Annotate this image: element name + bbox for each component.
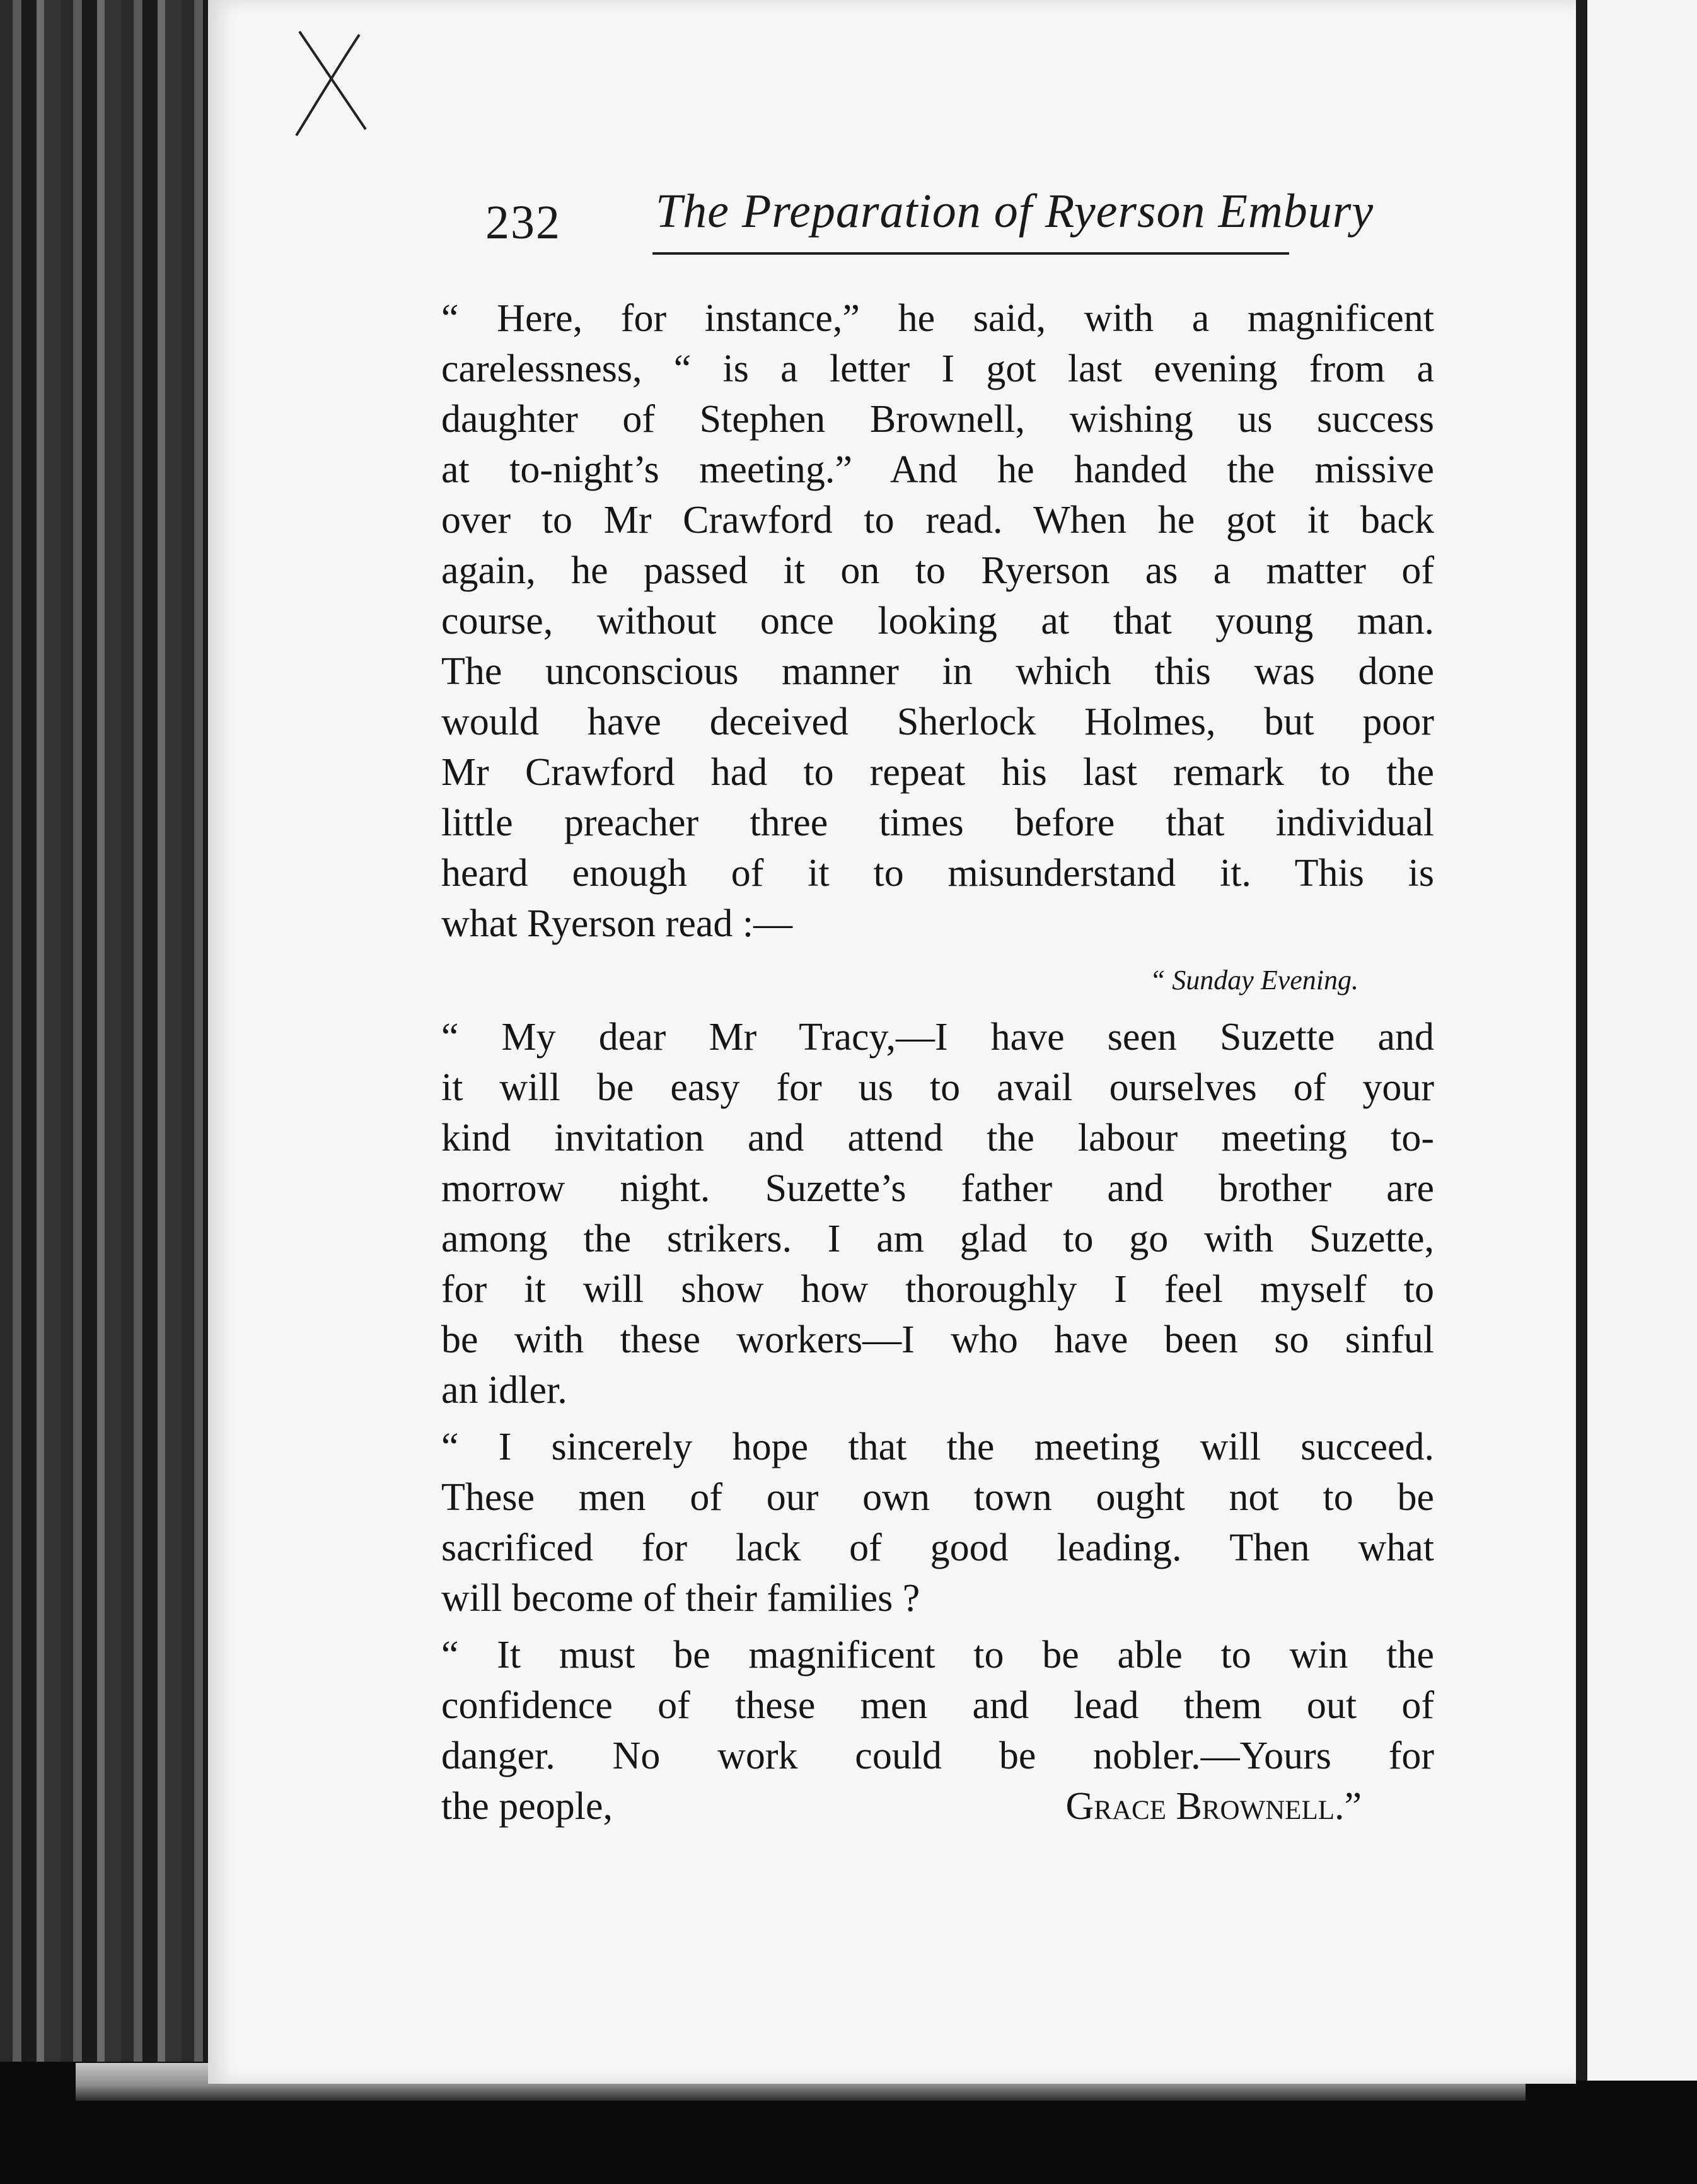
text-line: over to Mr Crawford to read. When he got it back <box>441 499 1434 542</box>
text-line: little preacher three times before that individual <box>441 801 1434 844</box>
text-line: will become of their families ? <box>441 1577 920 1620</box>
facing-page-edge <box>1576 0 1697 2081</box>
narrative-paragraph <box>441 293 1434 949</box>
text-line: again, he passed it on to Ryerson as a matter of <box>441 549 1434 592</box>
text-line: be with these workers—I who have been so sinful <box>441 1318 1434 1361</box>
text-line: among the strikers. I am glad to go with Suzette, <box>441 1217 1434 1260</box>
text-line: carelessness, “ is a letter I got last evening from a <box>441 347 1434 390</box>
letter-paragraph <box>441 1630 1434 1832</box>
pencil-x-mark <box>290 25 378 139</box>
running-title: The Preparation of Ryerson Embury <box>656 185 1374 238</box>
text-line: “ My dear Mr Tracy,—I have seen Suzette and <box>441 1016 1434 1059</box>
text-line: at to-night’s meeting.” And he handed the missive <box>441 448 1434 491</box>
text-line: what Ryerson read :— <box>441 902 793 945</box>
text-line: Mr Crawford had to repeat his last remark to the <box>441 751 1434 794</box>
paragraph-gap <box>441 1415 1434 1422</box>
text-line: for it will show how thoroughly I feel myself to <box>441 1268 1434 1311</box>
book-binding <box>0 0 214 2100</box>
text-line: would have deceived Sherlock Holmes, but poor <box>441 700 1434 743</box>
text-line: kind invitation and attend the labour meeting to- <box>441 1117 1434 1159</box>
paragraph-gap <box>441 1623 1434 1630</box>
closing-text: the people, <box>441 1785 613 1828</box>
letter-paragraph <box>441 1012 1434 1415</box>
header-rule <box>652 252 1289 255</box>
page-number: 232 <box>485 196 561 249</box>
signature: Grace Brownell.” <box>1065 1785 1362 1828</box>
letter-signoff <box>441 1781 1434 1832</box>
text-line: “ I sincerely hope that the meeting will succeed. <box>441 1426 1434 1468</box>
text-line: daughter of Stephen Brownell, wishing us success <box>441 398 1434 441</box>
letter-dateline: “ Sunday Evening. <box>1149 965 1358 996</box>
text-line: heard enough of it to misunderstand it. This is <box>441 852 1434 895</box>
text-line: sacrificed for lack of good leading. Then what <box>441 1526 1434 1569</box>
text-line: danger. No work could be nobler.—Yours for <box>441 1734 1434 1777</box>
text-line: “ Here, for instance,” he said, with a magnificent <box>441 297 1434 340</box>
text-line: it will be easy for us to avail ourselves of your <box>441 1066 1434 1109</box>
text-line: The unconscious manner in which this was done <box>441 650 1434 693</box>
body-text <box>441 293 1434 1832</box>
letter-paragraph <box>441 1422 1434 1623</box>
running-head <box>485 184 1440 260</box>
text-line: These men of our own town ought not to be <box>441 1476 1434 1519</box>
text-line: morrow night. Suzette’s father and brother are <box>441 1167 1434 1210</box>
text-line: an idler. <box>441 1369 567 1412</box>
text-line: “ It must be magnificent to be able to win the <box>441 1634 1434 1676</box>
text-line: confidence of these men and lead them out of <box>441 1684 1434 1727</box>
text-line: course, without once looking at that young man. <box>441 600 1434 642</box>
